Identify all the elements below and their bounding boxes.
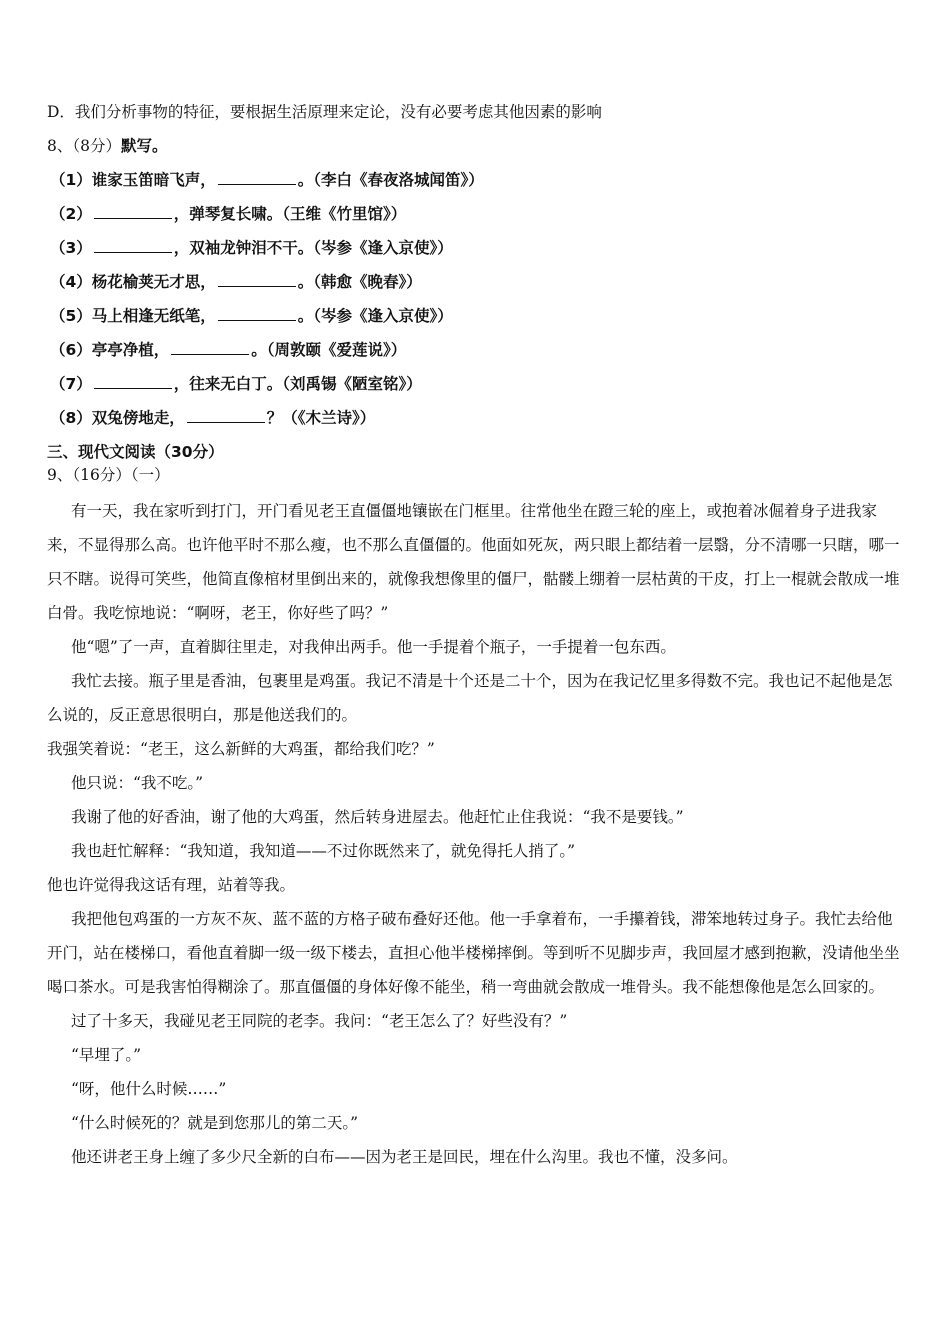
q8-item (50, 237, 904, 259)
item-text: （3） (50, 239, 92, 257)
item-text: （1）谁家玉笛暗飞声， (50, 171, 216, 189)
passage-paragraph: 我也赶忙解释：“我知道，我知道——不过你既然来了，就免得托人捎了。” (71, 842, 576, 860)
passage-paragraph: “呀，他什么时候……” (71, 1080, 227, 1098)
passage-paragraph: 我强笑着说：“老王，这么新鲜的大鸡蛋，都给我们吃？” (47, 740, 435, 758)
item-source: ，往来无白丁。（刘禹锡《陋室铭》） (173, 375, 422, 393)
passage-paragraph: 他“嗯”了一声，直着脚往里走，对我伸出两手。他一手提着个瓶子，一手提着一包东西。 (71, 638, 676, 656)
passage-paragraph: 我谢了他的好香油，谢了他的大鸡蛋，然后转身进屋去。他赶忙止住我说：“我不是要钱。” (71, 808, 684, 826)
answer-blank[interactable] (171, 340, 249, 355)
item-source: 。（李白《春夜洛城闻笛》） (297, 171, 484, 189)
answer-blank[interactable] (218, 272, 296, 287)
passage-paragraph: “什么时候死的？就是到您那儿的第二天。” (71, 1114, 359, 1132)
answer-blank[interactable] (218, 306, 296, 321)
answer-blank[interactable] (94, 374, 172, 389)
item-source: ？（《木兰诗》） (266, 409, 376, 427)
passage-paragraph: 他还讲老王身上缠了多少尺全新的白布——因为老王是回民，埋在什么沟里。我也不懂，没多问。 (71, 1148, 738, 1166)
answer-blank[interactable] (218, 170, 296, 185)
item-source: ，双袖龙钟泪不干。（岑参《逢入京使》） (173, 239, 453, 257)
answer-blank[interactable] (94, 238, 172, 253)
passage-paragraph: 我把他包鸡蛋的一方灰不灰、蓝不蓝的方格子破布叠好还他。他一手拿着布，一手攥着钱，滞笨地转过身子。我忙去给他开门，站在楼梯口，看他直着脚一级一级下楼去，直担心他半楼梯摔倒。等到听不见脚步声，我回屋才感到抱歉，没请他坐坐喝口茶水。可是我害怕得糊涂了。那直僵僵的身体好像不能坐，稍一弯曲就会散成一堆骨头。我不能想像他是怎么回家的。 (47, 910, 900, 996)
q8-item (50, 169, 904, 191)
item-text: （2） (50, 205, 92, 223)
q8-item (50, 407, 904, 429)
item-text: （6）亭亭净植， (50, 341, 170, 359)
q8-title: 默写。 (120, 137, 168, 155)
q8-item (50, 373, 904, 395)
passage-paragraph: “早埋了。” (71, 1046, 142, 1064)
passage-paragraph: 他也许觉得我这话有理，站着等我。 (47, 876, 296, 894)
item-text: （8）双兔傍地走， (50, 409, 185, 427)
item-source: 。（韩愈《晚春》） (297, 273, 422, 291)
passage-paragraph: 我忙去接。瓶子里是香油，包裹里是鸡蛋。我记不清是十个还是二十个，因为在我记忆里多得数不完。我也记不起他是怎么说的，反正意思很明白，那是他送我们的。 (47, 672, 893, 724)
section-heading: 三、现代文阅读（30分） (47, 443, 224, 461)
answer-blank[interactable] (187, 408, 265, 423)
passage-paragraph: 过了十多天，我碰见老王同院的老李。我问：“老王怎么了？好些没有？” (71, 1012, 568, 1030)
q8-item (50, 203, 904, 225)
q7-option-d: D．我们分析事物的特征，要根据生活原理来定论，没有必要考虑其他因素的影响 (47, 103, 602, 121)
item-text: （5）马上相逢无纸笔， (50, 307, 216, 325)
q8-header (47, 135, 904, 157)
item-source: 。（周敦颐《爱莲说》） (251, 341, 407, 359)
item-text: （4）杨花榆荚无才思， (50, 273, 216, 291)
q8-item (50, 271, 904, 293)
answer-blank[interactable] (94, 204, 172, 219)
q9-label: 9、（16分）（一） (47, 466, 170, 484)
q8-item (50, 339, 904, 361)
item-text: （7） (50, 375, 92, 393)
passage-paragraph: 他只说：“我不吃。” (71, 774, 204, 792)
q8-number: 8、（8分） (47, 137, 121, 155)
passage-paragraph: 有一天，我在家听到打门，开门看见老王直僵僵地镶嵌在门框里。往常他坐在蹬三轮的座上，或抱着冰倔着身子进我家来，不显得那么高。也许他平时不那么瘦，也不那么直僵僵的。他面如死灰，两只眼上都结着一层翳，分不清哪一只瞎，哪一只不瞎。说得可笑些，他简直像棺材里倒出来的，就像我想像里的僵尸，骷髅上绷着一层枯黄的干皮，打上一棍就会散成一堆白骨。我吃惊地说：“啊呀，老王，你好些了吗？” (47, 502, 900, 622)
item-source: 。（岑参《逢入京使》） (297, 307, 453, 325)
q8-item (50, 305, 904, 327)
reading-passage (47, 494, 905, 1174)
item-source: ，弹琴复长啸。（王维《竹里馆》） (173, 205, 407, 223)
